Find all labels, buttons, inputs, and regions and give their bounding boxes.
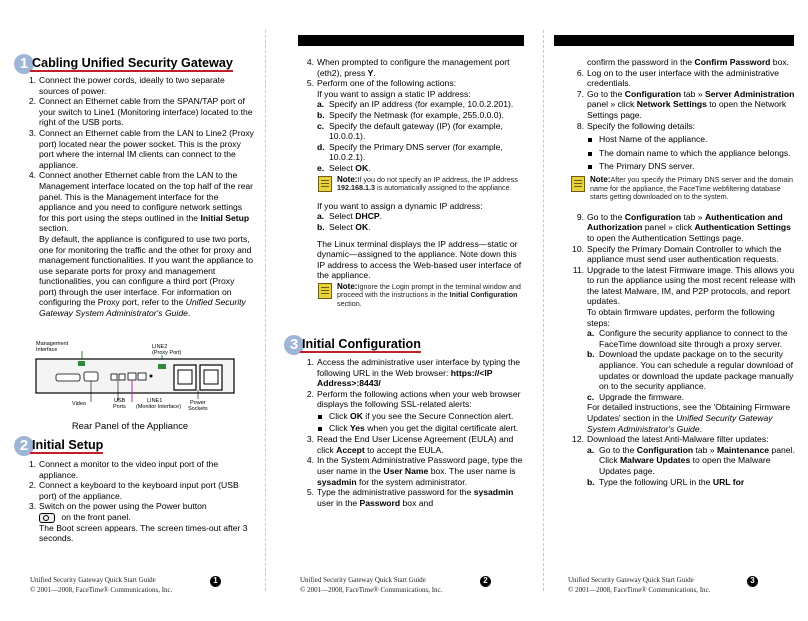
step-2 (300, 389, 524, 433)
sub-text: to open the Malware Updates page. (599, 455, 771, 476)
step-4 (300, 455, 524, 487)
sockets-label: Sockets (188, 406, 208, 412)
sub-text: Specify the default gateway (IP) (for example, 10.0.0.1). (329, 120, 503, 142)
sub-step-a (587, 328, 796, 349)
step-text: . (187, 308, 191, 319)
step-number: 11. (572, 264, 584, 275)
field-name: URL for (712, 476, 745, 487)
step-text: The Boot screen appears. The screen times-out after 3 seconds. (39, 522, 248, 544)
step-2 (22, 480, 254, 501)
sub-step-b (587, 349, 796, 391)
field-name: User Name (383, 465, 429, 476)
continued-text (570, 57, 796, 68)
section-title: Cabling Unified Security Gateway (32, 56, 233, 71)
step-12 (570, 434, 796, 487)
setup-steps-continued (300, 57, 524, 311)
step-text: Perform one of the following actions: (317, 78, 457, 89)
sub-text: Select (329, 162, 356, 173)
step-text: Specify the following details: (587, 120, 695, 131)
guide-reference: Unified Security Gateway System Administrator's Guide (587, 413, 773, 434)
note-label: Note: (590, 174, 611, 184)
ports-label: Ports (113, 404, 126, 410)
monitor-interface-label: (Monitor Interface) (136, 404, 181, 410)
step-3 (22, 128, 254, 170)
step-number: 2. (306, 388, 314, 399)
footer-title: Unified Security Gateway Quick Start Guide (300, 576, 426, 584)
page-divider (543, 30, 544, 591)
sub-step-a (317, 99, 524, 110)
step-number: 9. (576, 211, 584, 222)
setup-steps (22, 459, 254, 544)
note-label: Note: (337, 281, 358, 291)
step-6 (570, 68, 796, 89)
sub-text: Download the update package on to the security appliance. You can schedule a regular download of updates or download the update package manually on to the security appliance. (599, 349, 794, 392)
step-number: 2. (28, 96, 36, 107)
option-name: DHCP (355, 211, 380, 222)
line2-label: LINE2 (152, 344, 168, 350)
sub-step-b (317, 110, 524, 121)
sub-text: panel. Click (599, 444, 795, 466)
bullet-text: when you get the digital certificate alert. (364, 422, 519, 433)
sub-text: . (368, 162, 371, 173)
bullet-item (317, 411, 524, 422)
configuration-steps (300, 357, 524, 508)
step-text: section. (39, 223, 69, 234)
note-text: If you do not specify an IP address, the IP address (357, 174, 518, 184)
step-number: 2. (28, 480, 36, 491)
section-1-heading (14, 53, 233, 75)
cabling-steps (22, 75, 254, 319)
static-ip-intro: If you want to assign a static IP address: (317, 88, 471, 99)
usb-port-1 (111, 374, 117, 380)
note (317, 176, 524, 193)
sub-text: . (368, 221, 371, 232)
sub-step-a (317, 211, 524, 222)
note-text: After you specify the Primary DNS server and the domain name for the appliance, the FaceTime webfiltering database starts getting downloaded on to the system. (590, 174, 794, 202)
step-number: 5. (306, 487, 314, 498)
key-name: Y (367, 67, 374, 78)
sub-letter: d. (317, 141, 325, 152)
section-2-heading (14, 435, 103, 457)
step-number: 7. (576, 88, 584, 99)
step-text: Connect another Ethernet cable from the LAN to the Management interface located on the top half of the rear panel. This is the Management interface for the appliance and you need to configure network settings for this port using the steps outlined in the (39, 170, 254, 223)
interface-label: Interface (36, 347, 58, 353)
step-text: box. The user name is (428, 465, 516, 476)
page-number: 2 (480, 576, 491, 587)
step-text: panel » click (642, 222, 695, 233)
step-text: Connect an Ethernet cable from the LAN to Line2 (Proxy port) located near the power socket. This is the proxy port where the internal IM clients can connect to the appliance. (39, 127, 254, 170)
panel-name: Server Administration (704, 88, 795, 99)
link-name: Authentication Settings (694, 222, 791, 233)
power-button-icon (39, 513, 55, 523)
sub-text: tab » (693, 444, 717, 455)
step-number: 1. (28, 75, 36, 85)
usb-port-2 (119, 374, 125, 380)
sub-step-b (317, 222, 524, 233)
bullet-text: Click (329, 410, 351, 421)
step-2 (22, 96, 254, 128)
sub-letter: c. (587, 391, 595, 402)
step-text: tab » (681, 88, 705, 99)
step-text: Connect an Ethernet cable from the SPAN/TAP port of your switch to Line1 (Monitoring interface) located to the right of the USB ports. (39, 96, 253, 128)
note-text: section. (337, 299, 362, 309)
step-text: tab » (681, 211, 705, 222)
sub-text: Specify the Primary DNS server (for example, 10.0.2.1). (329, 141, 503, 163)
button-name: Accept (336, 444, 365, 455)
note-label: Note: (337, 174, 358, 184)
power-socket-1-inner (178, 370, 192, 384)
step-text: to accept the EULA. (364, 444, 444, 455)
sub-text: Select (329, 211, 356, 222)
guide-reference: Unified Security Gateway System Administrator's Guide (39, 297, 246, 319)
step-number: 1. (28, 459, 36, 469)
step-text: Go to the (587, 88, 625, 99)
sub-letter: b. (317, 109, 325, 120)
diagram-caption: Rear Panel of the Appliance (71, 420, 189, 431)
section-reference: Initial Configuration (449, 290, 518, 300)
page-number: 3 (747, 576, 758, 587)
step-text: Type the administrative password for the (317, 487, 474, 498)
panel-name: Maintenance (716, 444, 770, 455)
step-5 (300, 78, 524, 308)
step-text: To obtain firmware updates, perform the following steps: (587, 307, 775, 328)
step-text: . (699, 423, 702, 434)
step-text: Perform the following actions when your web browser displays the following SSL-related alerts: (317, 388, 521, 410)
sub-letter: b. (587, 476, 595, 487)
step-text: Download the latest Anti-Malware filter updates: (587, 434, 769, 445)
indicator-led (150, 375, 153, 378)
button-name: OK (350, 410, 363, 421)
step-11 (570, 265, 796, 435)
note-text: is automatically assigned to the appliance. (374, 183, 512, 193)
bullet-text: if you see the Secure Connection alert. (362, 410, 514, 421)
step-text: When prompted to configure the management port (eth2), press (317, 57, 510, 78)
video-label: Video (72, 401, 86, 407)
tab-name: Configuration (636, 444, 694, 455)
step-number: 12. (572, 434, 584, 445)
bullet-item: The Primary DNS server. (587, 161, 796, 172)
sub-step-d (317, 142, 524, 163)
link-name: Malware Updates (620, 455, 691, 466)
button-name: Yes (350, 422, 365, 433)
sub-text: Specify an IP address (for example, 10.0.2.201). (329, 99, 514, 110)
sub-letter: a. (587, 328, 595, 339)
step-text: to open the Authentication Settings page. (587, 232, 744, 243)
footer-title: Unified Security Gateway Quick Start Guide (568, 576, 694, 584)
section-reference: Initial Setup (200, 212, 250, 223)
step-8 (570, 121, 796, 172)
link-name: Network Settings (636, 99, 707, 110)
detail-text (587, 402, 796, 434)
page-number: 1 (210, 576, 221, 587)
user-name: sysadmin (317, 476, 357, 487)
management-port (78, 361, 85, 366)
sub-text: Select (329, 221, 356, 232)
bullet-item: The domain name to which the appliance belongs. (587, 148, 796, 159)
button-name: OK (355, 221, 369, 232)
step-text: user in the (317, 497, 360, 508)
step-number: 6. (576, 67, 584, 78)
sub-letter: a. (317, 99, 325, 110)
sub-letter: b. (587, 349, 595, 360)
line1-port (128, 373, 136, 380)
step-text: Connect a keyboard to the keyboard input port (USB port) of the appliance. (39, 480, 239, 501)
section-number-badge: 3 (284, 335, 304, 355)
section-title: Initial Configuration (302, 337, 421, 352)
step-text: Access the administrative user interface by typing the following URL in the Web browser: (317, 357, 521, 378)
bullet-text: Click (329, 422, 351, 433)
step-number: 1. (306, 357, 314, 367)
url-text: https://<IP Address>:8443/ (317, 367, 493, 389)
sub-letter: a. (317, 211, 325, 222)
step-number: 5. (306, 78, 314, 89)
sub-text: Specify the Netmask (for example, 255.0.0.0). (329, 109, 504, 120)
step-text: Log on to the user interface with the administrative credentials. (587, 67, 780, 89)
step-text: By default, the appliance is configured to use two ports, one for monitoring the traffic and the other for proxy and management functionalities. If you want the appliance to use separate ports for proxy and management functionalities, you can configure a third port (Proxy port) through the user interface. For information on configuring the Proxy port, refer to the (39, 233, 254, 308)
page-1 (0, 0, 262, 621)
step-5 (300, 487, 524, 508)
section-3-heading (284, 334, 421, 356)
line1-label: LINE1 (147, 398, 163, 404)
page-divider (265, 30, 266, 591)
linux-terminal-text: The Linux terminal displays the IP address—static or dynamic—assigned to the appliance. Note down this IP address to access the Web-based user interface of the appliance. (317, 238, 522, 281)
step-9 (570, 212, 796, 244)
sub-step-e (317, 163, 524, 174)
line2-port (158, 364, 166, 369)
rear-panel-diagram (14, 340, 246, 420)
step-number: 10. (572, 243, 584, 254)
section-number-badge: 1 (14, 54, 34, 74)
note (570, 176, 796, 202)
step-7 (570, 89, 796, 121)
step-text: box and (400, 497, 434, 508)
footer-copyright: © 2001—2008, FaceTime® Communications, Inc. (300, 586, 443, 594)
step-number: 3. (306, 434, 314, 445)
sub-step-c (317, 121, 524, 142)
step-number: 3. (28, 501, 36, 512)
page-3 (548, 0, 808, 621)
power-socket-2-inner (204, 370, 218, 384)
bullet-item: Host Name of the appliance. (587, 134, 796, 145)
step-4 (300, 57, 524, 78)
step-text: confirm the password in the (587, 57, 695, 67)
header-bar (298, 35, 524, 46)
footer-copyright: © 2001—2008, FaceTime® Communications, Inc. (568, 586, 711, 594)
ethernet-port (138, 373, 146, 380)
step-text: on the front panel. (61, 511, 131, 522)
sub-text: Upgrade the firmware. (599, 391, 685, 402)
step-text: Specify the Primary Domain Controller to which the appliance must send user authentication requests. (587, 243, 782, 265)
sub-step-c (587, 392, 796, 403)
sub-text: Go to the (599, 444, 637, 455)
step-text: Connect a monitor to the video input port of the appliance. (39, 459, 219, 480)
note-icon (571, 176, 585, 192)
step-1 (22, 75, 254, 96)
step-number: 4. (306, 455, 314, 466)
step-text: In the System Administrative Password page, type the user name in the (317, 455, 523, 476)
sub-letter: c. (317, 120, 325, 131)
management-label: Management (36, 341, 69, 347)
power-label: Power (190, 400, 206, 406)
sub-text: Configure the security appliance to connect to the FaceTime download site through a proxy server. (599, 328, 788, 349)
step-number: 3. (28, 127, 36, 138)
ip-address: 192.168.1.3 (337, 183, 375, 193)
sub-letter: e. (317, 162, 325, 173)
footer (30, 575, 172, 595)
note (317, 283, 524, 309)
note-icon (318, 283, 332, 299)
configuration-steps-continued (570, 57, 796, 487)
step-text: Connect the power cords, ideally to two separate sources of power. (39, 75, 225, 96)
section-title: Initial Setup (32, 438, 104, 453)
step-number: 4. (28, 170, 36, 181)
step-3 (300, 434, 524, 455)
tab-name: Configuration (624, 88, 682, 99)
user-name: sysadmin (473, 487, 514, 498)
step-10 (570, 244, 796, 265)
dynamic-ip-intro: If you want to assign a dynamic IP address: (317, 200, 483, 211)
serial-port (56, 374, 80, 381)
step-4 (22, 170, 254, 318)
sub-letter: a. (587, 444, 595, 455)
footer (300, 575, 442, 595)
footer-title: Unified Security Gateway Quick Start Guide (30, 576, 156, 584)
step-number: 8. (576, 120, 584, 131)
sub-letter: b. (317, 221, 325, 232)
proxy-port-label: (Proxy Port) (152, 350, 182, 356)
step-text: Go to the (587, 211, 625, 222)
step-text: box. (770, 57, 790, 67)
footer (568, 575, 710, 595)
step-text: Switch on the power using the Power button (39, 501, 207, 512)
sub-step-a (587, 445, 796, 477)
bullet-item (317, 423, 524, 434)
sub-step-b (587, 477, 796, 488)
field-name: Password (359, 497, 401, 508)
step-number: 4. (306, 57, 314, 67)
note-icon (318, 176, 332, 192)
step-text: for the system administrator. (356, 476, 467, 487)
page-2 (270, 0, 538, 621)
sub-text: Type the following URL in the (599, 476, 713, 487)
step-1 (300, 357, 524, 389)
button-name: OK (355, 162, 369, 173)
tab-name: Configuration (624, 211, 682, 222)
step-text: panel » click (587, 99, 637, 110)
step-1 (22, 459, 254, 480)
step-text: Upgrade to the latest Firmware image. This allows you to run the appliance using the most recent release with the latest Malware, IM, and P2P protocols, and report updates. (587, 264, 796, 307)
video-port (84, 372, 98, 381)
field-name: Confirm Password (694, 57, 771, 67)
step-text: Read the End User License Agreement (EULA) and click (317, 434, 514, 455)
step-3 (22, 501, 254, 544)
step-text: For detailed instructions, see the 'Obtaining Firmware Updates' section in the (587, 402, 791, 423)
sub-text: . (379, 211, 383, 222)
section-number-badge: 2 (14, 436, 34, 456)
step-text: to open the Network Settings page. (587, 99, 787, 120)
footer-copyright: © 2001—2008, FaceTime® Communications, Inc. (30, 586, 173, 594)
panel-name: Authentication and Authorization (587, 211, 783, 233)
step-text: . (373, 67, 376, 78)
usb-label: USB (114, 398, 126, 404)
note-text: Ignore the Login prompt in the terminal window and proceed with the instructions in the (337, 281, 521, 300)
header-bar (554, 35, 794, 46)
